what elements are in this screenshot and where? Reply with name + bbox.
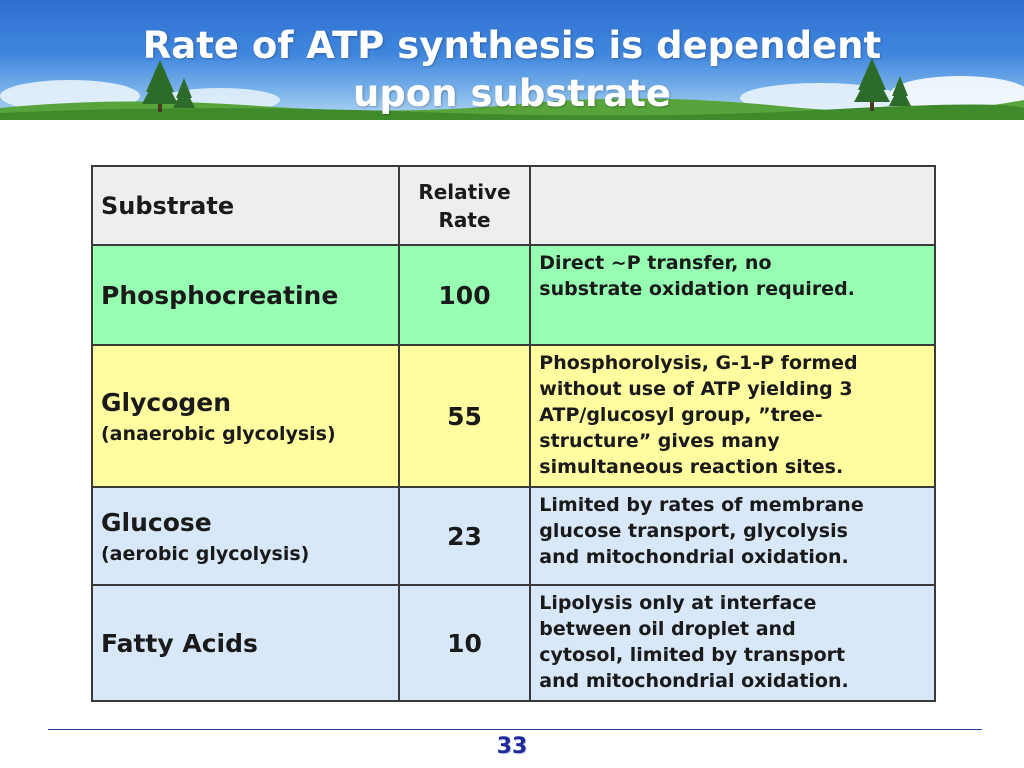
- relative-rate-cell: 23: [399, 487, 531, 585]
- relative-rate-cell: 100: [399, 245, 531, 345]
- slide-title-line-1: Rate of ATP synthesis is dependent: [142, 24, 882, 67]
- table-row-fatty-acids: [92, 585, 935, 701]
- relative-rate-cell: 10: [399, 585, 531, 701]
- description-line: ATP/glucosyl group, ”tree-: [539, 404, 823, 426]
- header-banner: [0, 0, 1024, 120]
- table-row-phosphocreatine: [92, 245, 935, 345]
- substrate-name-cell: [92, 487, 399, 585]
- substrate-table-container: [91, 165, 936, 699]
- relative-rate-cell: 55: [399, 345, 531, 487]
- description-line: and mitochondrial oxidation.: [539, 670, 849, 692]
- description-line: Phosphorolysis, G-1-P formed: [539, 352, 858, 374]
- description-line: cytosol, limited by transport: [539, 644, 846, 666]
- description-line: and mitochondrial oxidation.: [539, 546, 849, 568]
- slide-title: [0, 22, 1024, 118]
- substrate-name: Fatty Acids: [101, 628, 258, 658]
- substrate-table: [91, 165, 936, 702]
- page-number: 33: [496, 734, 528, 759]
- table-header-row: [92, 166, 935, 245]
- table-row-glycogen: [92, 345, 935, 487]
- description-line: glucose transport, glycolysis: [539, 520, 848, 542]
- description-line: Lipolysis only at interface: [539, 592, 817, 614]
- description-line: without use of ATP yielding 3: [539, 378, 853, 400]
- header-relative-rate-line-2: Rate: [438, 207, 491, 232]
- description-line: simultaneous reaction sites.: [539, 456, 844, 478]
- header-relative-rate-line-1: Relative: [418, 179, 511, 204]
- substrate-subtitle: (anaerobic glycolysis): [101, 422, 336, 445]
- substrate-name-cell: [92, 585, 399, 701]
- header-substrate: Substrate: [92, 166, 399, 245]
- description-cell: [530, 585, 935, 701]
- header-notes: [530, 166, 935, 245]
- header-relative-rate: [399, 166, 531, 245]
- slide-title-line-2: upon substrate: [352, 72, 672, 115]
- description-line: substrate oxidation required.: [539, 278, 855, 300]
- description-cell: [530, 487, 935, 585]
- footer-divider: [48, 729, 982, 730]
- substrate-name: Phosphocreatine: [101, 280, 339, 310]
- description-line: structure” gives many: [539, 430, 780, 452]
- description-cell: [530, 345, 935, 487]
- table-row-glucose: [92, 487, 935, 585]
- description-line: between oil droplet and: [539, 618, 796, 640]
- substrate-subtitle: (aerobic glycolysis): [101, 542, 310, 565]
- substrate-name-cell: [92, 345, 399, 487]
- description-line: Limited by rates of membrane: [539, 494, 864, 516]
- description-cell: [530, 245, 935, 345]
- substrate-name: Glucose: [101, 507, 212, 537]
- substrate-name: Glycogen: [101, 387, 232, 417]
- description-line: Direct ~P transfer, no: [539, 252, 772, 274]
- substrate-name-cell: [92, 245, 399, 345]
